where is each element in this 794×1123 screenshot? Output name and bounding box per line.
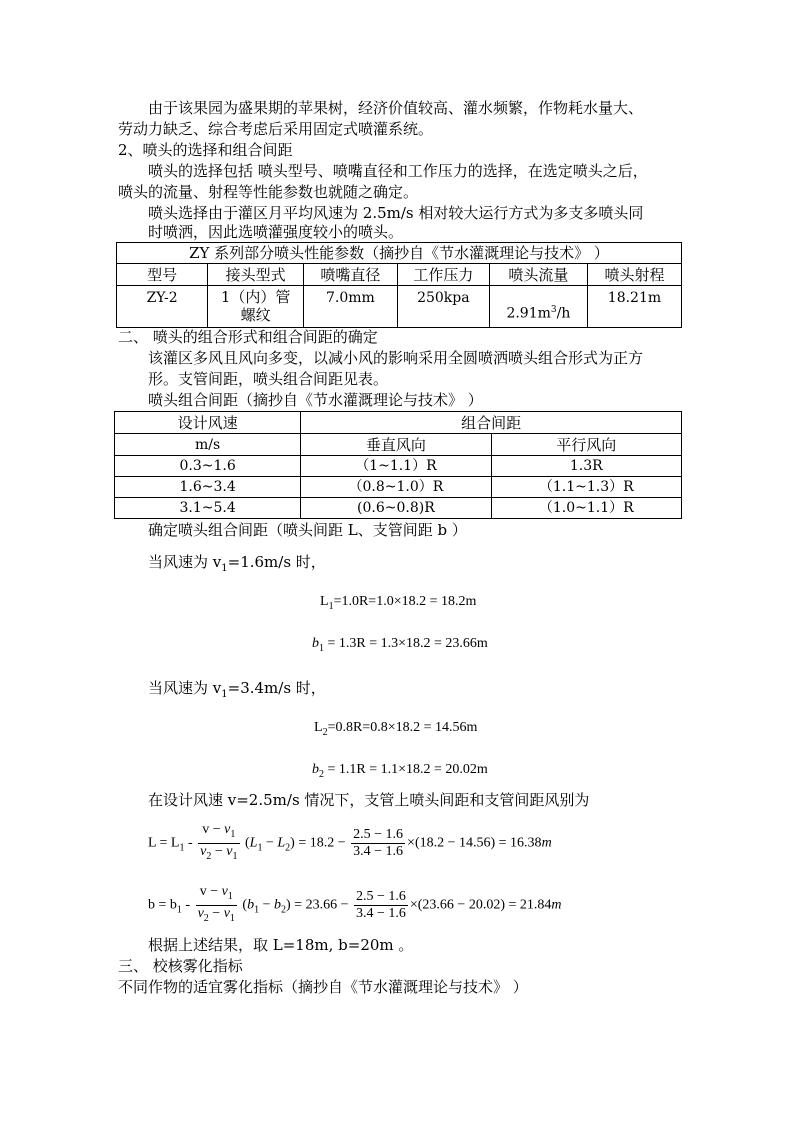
case2-text (148, 678, 326, 705)
eqL-unit: m (541, 835, 552, 851)
eqB-frac1: $\frac{v - v_1}{v_2 - v_1}$ (197, 884, 235, 924)
table2-row2-speed: 1.6~3.4 (115, 477, 301, 498)
table1-header-pressure: 工作压力 (397, 264, 489, 286)
case1-L-equation: $L_1=1.0R=1.0\times 18.2 = 18.2m$ (320, 594, 477, 612)
eqB-lhs: b = b (148, 897, 177, 913)
table2-header-parallel: 平行风向 (491, 434, 681, 456)
flow-exponent: 3 (550, 305, 557, 316)
eqL-tail1: = 18.2 − (298, 835, 346, 851)
case1-L-eq: =1.0R=1.0×18.2 = 18.2m (333, 594, 477, 609)
table2-row2-parallel: （1.1~1.3）R (491, 477, 681, 498)
table2-row2-vertical: （0.8~1.0）R (301, 477, 491, 498)
flow-value: 2.91m (506, 306, 551, 322)
eqL-frac2: $\frac{2.5 - 1.6}{3.4 - 1.6}$ (353, 826, 404, 859)
eqL-tail2: ×(18.2 − 14.56) = 16.38 (407, 835, 542, 851)
table2-row1-speed: 0.3~1.6 (115, 456, 301, 477)
table2-row1-vertical: （1~1.1）R (301, 456, 491, 477)
section-three-title: 三、 校核雾化指标 (118, 957, 243, 975)
para2-line2: 喷头的流量、射程等性能参数也就随之确定。 (118, 183, 419, 201)
case2-pre: 当风速为 v (148, 679, 222, 697)
eqB-tail1: = 23.66 − (294, 897, 349, 913)
case2-L-equation: $L_2=0.8R=0.8\times 18.2 = 14.56m$ (314, 720, 478, 738)
eqB-frac2: $\frac{2.5 - 1.6}{3.4 - 1.6}$ (355, 888, 406, 921)
case1-text (148, 552, 326, 579)
table2-row3-parallel: （1.0~1.1）R (491, 498, 681, 519)
table2-header-group: 组合间距 (301, 412, 682, 434)
table1-cell-range: 18.21m (587, 286, 681, 328)
eqB-tail2: ×(23.66 − 20.02) = 21.84 (409, 897, 552, 913)
case2-sub: 1 (221, 689, 228, 700)
table1-cell-flow (489, 286, 587, 328)
para4-line1: 该灌区多风且风向多变，以减小风的影响采用全圆喷洒喷头组合形式为正方 (148, 349, 644, 367)
table2-row1-parallel: 1.3R (491, 456, 681, 477)
para2-line1: 喷头的选择包括 喷头型号、喷嘴直径和工作压力的选择，在选定喷头之后， (148, 162, 648, 180)
table2-header-unit: m/s (115, 434, 301, 456)
case2-b-eq: = 1.1R = 1.1×18.2 = 20.02m (327, 762, 488, 777)
table1-joint-line1: 1（内）管 (220, 288, 291, 306)
eqL-frac1: $\frac{v - v_1}{v_2 - v_1}$ (200, 822, 238, 862)
table2-caption: 喷头组合间距（摘抄自《节水灌溉理论与技术》 ） (148, 391, 483, 409)
case1-b-eq: = 1.3R = 1.3×18.2 = 23.66m (327, 636, 488, 651)
case2-b-equation: $b_2 = 1.1R = 1.1\times 18.2 = 20.02m$ (312, 762, 488, 780)
nozzle-params-table (116, 242, 682, 328)
table1-cell-diameter: 7.0mm (303, 286, 397, 328)
para3-line2: 时喷洒，因此选喷灌强度较小的喷头。 (148, 223, 404, 241)
para1-line1: 由于该果园为盛果期的苹果树，经济价值较高、灌水频繁，作物耗水量大、 (148, 99, 644, 117)
table1-header-joint: 接头型式 (208, 264, 304, 286)
last-line: 不同作物的适宜雾化指标（摘抄自《节水灌溉理论与技术》 ） (118, 978, 528, 996)
equation-b: $b = b_1$ - $\frac{v - v_1}{v_2 - v_1}$ $(b_1 - b_2) = 23.66$ − $\frac{2.5 - 1.6}{3.4 - 1.6}$ ×(23.66 − 20.02) = 21.84m (148, 884, 562, 927)
result-text: 根据上述结果，取 L=18m, b=20m 。 (148, 936, 414, 954)
case2-post: =3.4m/s 时， (227, 679, 326, 697)
section-two-title: 二、 喷头的组合形式和组合间距的确定 (118, 328, 378, 346)
eqL-lhs: L = L (148, 835, 180, 851)
para1-line2: 劳动力缺乏、综合考虑后采用固定式喷灌系统。 (118, 120, 434, 138)
table2-row3-vertical: (0.6~0.8)R (301, 498, 491, 519)
table1-cell-pressure: 250kpa (397, 286, 489, 328)
spacing-table (114, 411, 682, 519)
table2-row3-speed: 3.1~5.4 (115, 498, 301, 519)
table1-caption: ZY 系列部分喷头性能参数（摘抄自《节水灌溉理论与技术》 ） (117, 243, 682, 264)
table1-header-model: 型号 (117, 264, 208, 286)
eqB-unit: m (551, 897, 562, 913)
case1-pre: 当风速为 v (148, 553, 222, 571)
table2-header-vertical: 垂直风向 (301, 434, 491, 456)
determine-spacing-text: 确定喷头组合间距（喷头间距 L、支管间距 b ） (148, 521, 467, 539)
table1-header-range: 喷头射程 (587, 264, 681, 286)
table1-cell-model: ZY-2 (117, 286, 208, 328)
design-speed-text: 在设计风速 v=2.5m/s 情况下，支管上喷头间距和支管间距风别为 (148, 791, 590, 809)
case1-b-equation: $b_1 = 1.3R = 1.3\times 18.2 = 23.66m$ (312, 636, 488, 654)
case1-sub: 1 (221, 563, 228, 574)
section-2-title: 2、喷头的选择和组合间距 (118, 141, 293, 159)
equation-L: $L = L_1$ - $\frac{v - v_1}{v_2 - v_1}$ $(L_1 - L_2) = 18.2$ − $\frac{2.5 - 1.6}{3.4 - 1.6}$ ×(18.2 − 14.56) = 16.38m (148, 822, 552, 865)
para4-line2: 形。支管间距，喷头组合间距见表。 (148, 370, 389, 388)
table2-header-speed: 设计风速 (115, 412, 301, 434)
case2-L-eq: =0.8R=0.8×18.2 = 14.56m (327, 720, 478, 735)
table1-cell-joint (208, 286, 304, 328)
table1-joint-line2: 螺纹 (240, 306, 271, 324)
flow-unit: /h (556, 306, 571, 322)
para3-line1: 喷头选择由于灌区月平均风速为 2.5m/s 相对较大运行方式为多支多喷头同 (148, 204, 644, 222)
case1-post: =1.6m/s 时， (227, 553, 326, 571)
table1-header-flow: 喷头流量 (489, 264, 587, 286)
table1-header-diameter: 喷嘴直径 (303, 264, 397, 286)
